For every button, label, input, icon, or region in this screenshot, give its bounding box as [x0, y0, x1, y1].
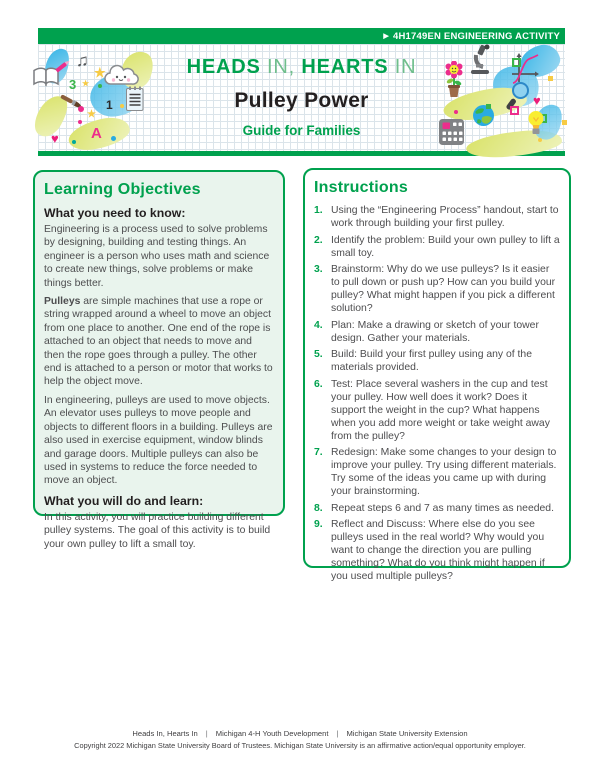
footer-divider: |	[336, 729, 339, 738]
instruction-step	[314, 348, 560, 374]
heart-icon: ♥	[51, 131, 59, 146]
footer-brand: Heads In, Hearts In	[132, 729, 198, 738]
star-icon: ★	[82, 79, 90, 88]
footer	[0, 729, 600, 750]
activity-code-label: 4H1749EN ENGINEERING ACTIVITY	[393, 30, 560, 42]
instructions-heading: Instructions	[314, 179, 408, 196]
banner-title-hearts: HEARTS	[301, 56, 389, 78]
green-dot	[98, 84, 102, 88]
paragraph-uses: In engineering, pulleys are used to move objects. An elevator uses pulleys to move people and objects to different floors in a building. Pulleys are also used in exercise equipment, window blinds and garage doors. Multiple pulleys can also be used in systems to reduce the force needed to move an object.	[44, 394, 273, 487]
instructions-list	[314, 204, 560, 583]
step-number: 6.	[314, 378, 323, 390]
instruction-step	[314, 446, 560, 498]
footer-credits	[0, 729, 600, 738]
heart-icon: ♥	[533, 93, 541, 108]
letter-a: A	[91, 125, 102, 142]
banner-title	[38, 56, 565, 79]
step-text: Brainstorm: Why do we use pulleys? Is it easier to pull down or push up? How can you build your pulley? What might happen if you pick a different solution?	[331, 264, 556, 314]
instruction-step	[314, 263, 560, 315]
header-banner	[38, 44, 565, 156]
step-number: 9.	[314, 519, 323, 530]
banner-title-in2: IN	[388, 56, 417, 78]
pulleys-rest: are simple machines that use a rope or string wrapped around a wheel to move an object from one place to another. One end of the rope is attached to an object that needs to move and then the rope goes through a pulley. The other end is attached to a person or motor that works to help the object move.	[44, 296, 273, 388]
star-icon: ★	[87, 109, 96, 120]
learning-objectives-heading: Learning Objectives	[44, 181, 201, 198]
instruction-step	[314, 502, 560, 515]
guide-tagline: Guide for Families	[242, 123, 361, 138]
step-number: 5.	[314, 349, 323, 360]
step-text: Test: Place several washers in the cup and test your pulley. How well does it work? Does it support the weight in the cup? What happens when you add more weight or take weight away from the pulley?	[331, 378, 550, 442]
activity-title: Pulley Power	[234, 89, 369, 112]
step-number: 2.	[314, 234, 323, 246]
footer-org-1: Michigan 4-H Youth Development	[215, 729, 329, 738]
instruction-step	[314, 319, 560, 345]
step-number: 7.	[314, 447, 323, 458]
need-to-know-heading: What you need to know:	[44, 206, 186, 220]
footer-copyright: Copyright 2022 Michigan State University Board of Trustees. Michigan State University is an affirmative action/equal opportunity employer.	[74, 740, 526, 750]
activity-code-bar	[38, 28, 565, 44]
star-icon: ★	[94, 65, 106, 80]
step-number: 4.	[314, 319, 323, 331]
step-text: Using the “Engineering Process” handout, start to work through building your first pulley.	[331, 205, 559, 229]
do-and-learn-heading: What you will do and learn:	[44, 493, 204, 508]
paragraph-engineering: Engineering is a process used to solve problems by designing, building and testing things. An engineer is a person who uses math and science to create new things, solve problems or make things better.	[44, 224, 270, 289]
footer-divider: |	[205, 729, 208, 738]
instructions-card	[303, 168, 571, 582]
instruction-step	[314, 234, 560, 260]
step-number: 8.	[314, 502, 323, 514]
step-text: Build: Build your first pulley using any of the materials provided.	[331, 349, 532, 373]
step-number: 1.	[314, 205, 323, 216]
paragraph-activity: In this activity, you will practice building different pulley systems. The goal of this activity is to build your own pulley to lift a small toy.	[44, 511, 271, 550]
music-note-icon: ♫	[76, 51, 89, 70]
instruction-step	[314, 378, 560, 443]
instruction-step	[314, 204, 560, 230]
step-number: 3.	[314, 264, 323, 275]
yellow-dot	[538, 138, 542, 142]
instruction-step	[314, 518, 560, 583]
pulleys-bold: Pulleys	[44, 296, 81, 308]
footer-org-2: Michigan State University Extension	[346, 729, 468, 738]
number-three: 3	[69, 77, 77, 92]
number-one: 1	[106, 98, 113, 112]
step-text: Reflect and Discuss: Where else do you see pulleys used in the real world? Why would you want to change the direction you are pulling something? What do you think might happen if you used multiple pulleys?	[331, 519, 545, 582]
step-text: Repeat steps 6 and 7 as many times as needed.	[331, 502, 554, 514]
banner-title-in1: IN,	[260, 56, 302, 78]
step-text: Plan: Make a drawing or sketch of your tower design. Gather your materials.	[331, 319, 539, 344]
step-text: Redesign: Make some changes to your design to improve your pulley. Try using different materials. Try some of the ideas you came up with during your brainstorming.	[331, 447, 557, 497]
paragraph-pulleys	[44, 295, 274, 389]
step-text: Identify the problem: Build your own pulley to lift a small toy.	[331, 234, 560, 259]
banner-title-heads: HEADS	[186, 56, 261, 78]
teal-dot	[72, 140, 76, 144]
play-arrow-icon: ▶	[383, 32, 389, 40]
learning-objectives-card	[33, 170, 285, 550]
